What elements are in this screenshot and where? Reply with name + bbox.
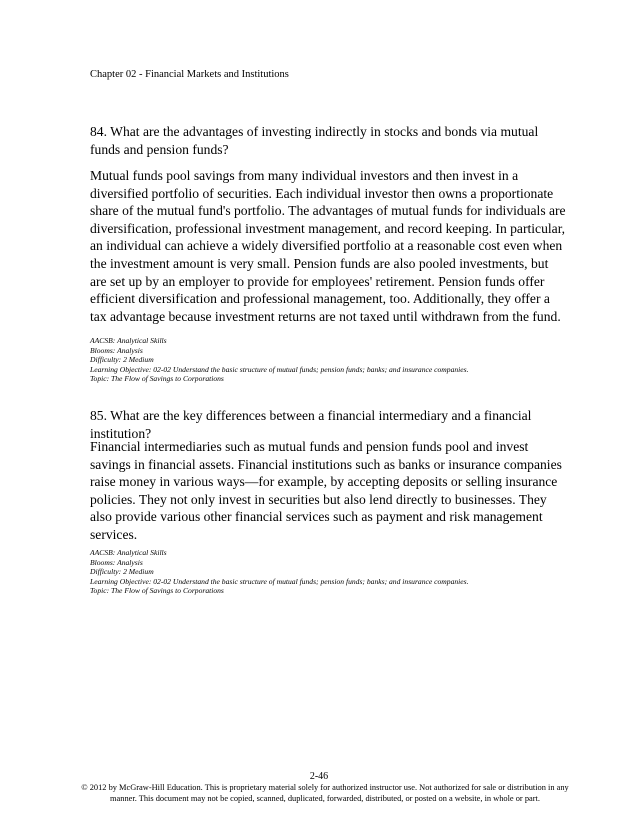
difficulty-tag: Difficulty: 2 Medium — [90, 355, 154, 365]
page-number: 2-46 — [309, 771, 329, 782]
topic-tag: Topic: The Flow of Savings to Corporations — [90, 586, 224, 596]
chapter-header: Chapter 02 - Financial Markets and Institutions — [90, 69, 289, 80]
blooms-tag: Blooms: Analysis — [90, 345, 143, 355]
learning-objective-tag: Learning Objective: 02-02 Understand the basic structure of mutual funds; pension funds; banks; and insurance companies. — [90, 576, 469, 586]
blooms-tag: Blooms: Analysis — [90, 557, 143, 567]
question-85: 85. What are the key differences between a financial intermediary and a financial institution? — [90, 408, 532, 441]
copyright-notice: © 2012 by McGraw-Hill Education. This is proprietary material solely for authorized instructor use. Not authorized for sale or distribution in any manner. This document may not be copied, scanned, duplicated, forwarded, distributed, or posted on a website, in whole or part. — [81, 783, 569, 803]
answer-85: Financial intermediaries such as mutual funds and pension funds pool and invest savings in financial assets. Financial institutions such as banks or insurance companies raise money in various ways—for example, by accepting deposits or selling insurance policies. They not only invest in securities but also lend directly to businesses. They also provide various other financial services such as payment and risk management services. — [90, 439, 562, 542]
metadata-84 — [90, 336, 568, 384]
topic-tag: Topic: The Flow of Savings to Corporations — [90, 374, 224, 384]
aacsb-tag: AACSB: Analytical Skills — [90, 336, 167, 345]
metadata-85 — [90, 548, 568, 596]
question-84: 84. What are the advantages of investing indirectly in stocks and bonds via mutual funds and pension funds? — [90, 124, 539, 157]
difficulty-tag: Difficulty: 2 Medium — [90, 567, 154, 577]
learning-objective-tag: Learning Objective: 02-02 Understand the basic structure of mutual funds; pension funds; banks; and insurance companies. — [90, 364, 469, 374]
aacsb-tag: AACSB: Analytical Skills — [90, 548, 167, 557]
answer-84: Mutual funds pool savings from many individual investors and then invest in a diversified portfolio of securities. Each individual investor then owns a proportionate share of the mutual fund's portfolio. The advantages of mutual funds for individuals are diversification, professional investment management, and record keeping. In particular, an individual can achieve a widely diversified portfolio at a reasonable cost even when the investment amount is very small. Pension funds are also pooled investments, but are set up by an employer to provide for employees' retirement. Pension funds offer efficient diversification and professional management, too. Additionally, they offer a tax advantage because investment returns are not taxed until withdrawn from the fund. — [90, 168, 566, 324]
